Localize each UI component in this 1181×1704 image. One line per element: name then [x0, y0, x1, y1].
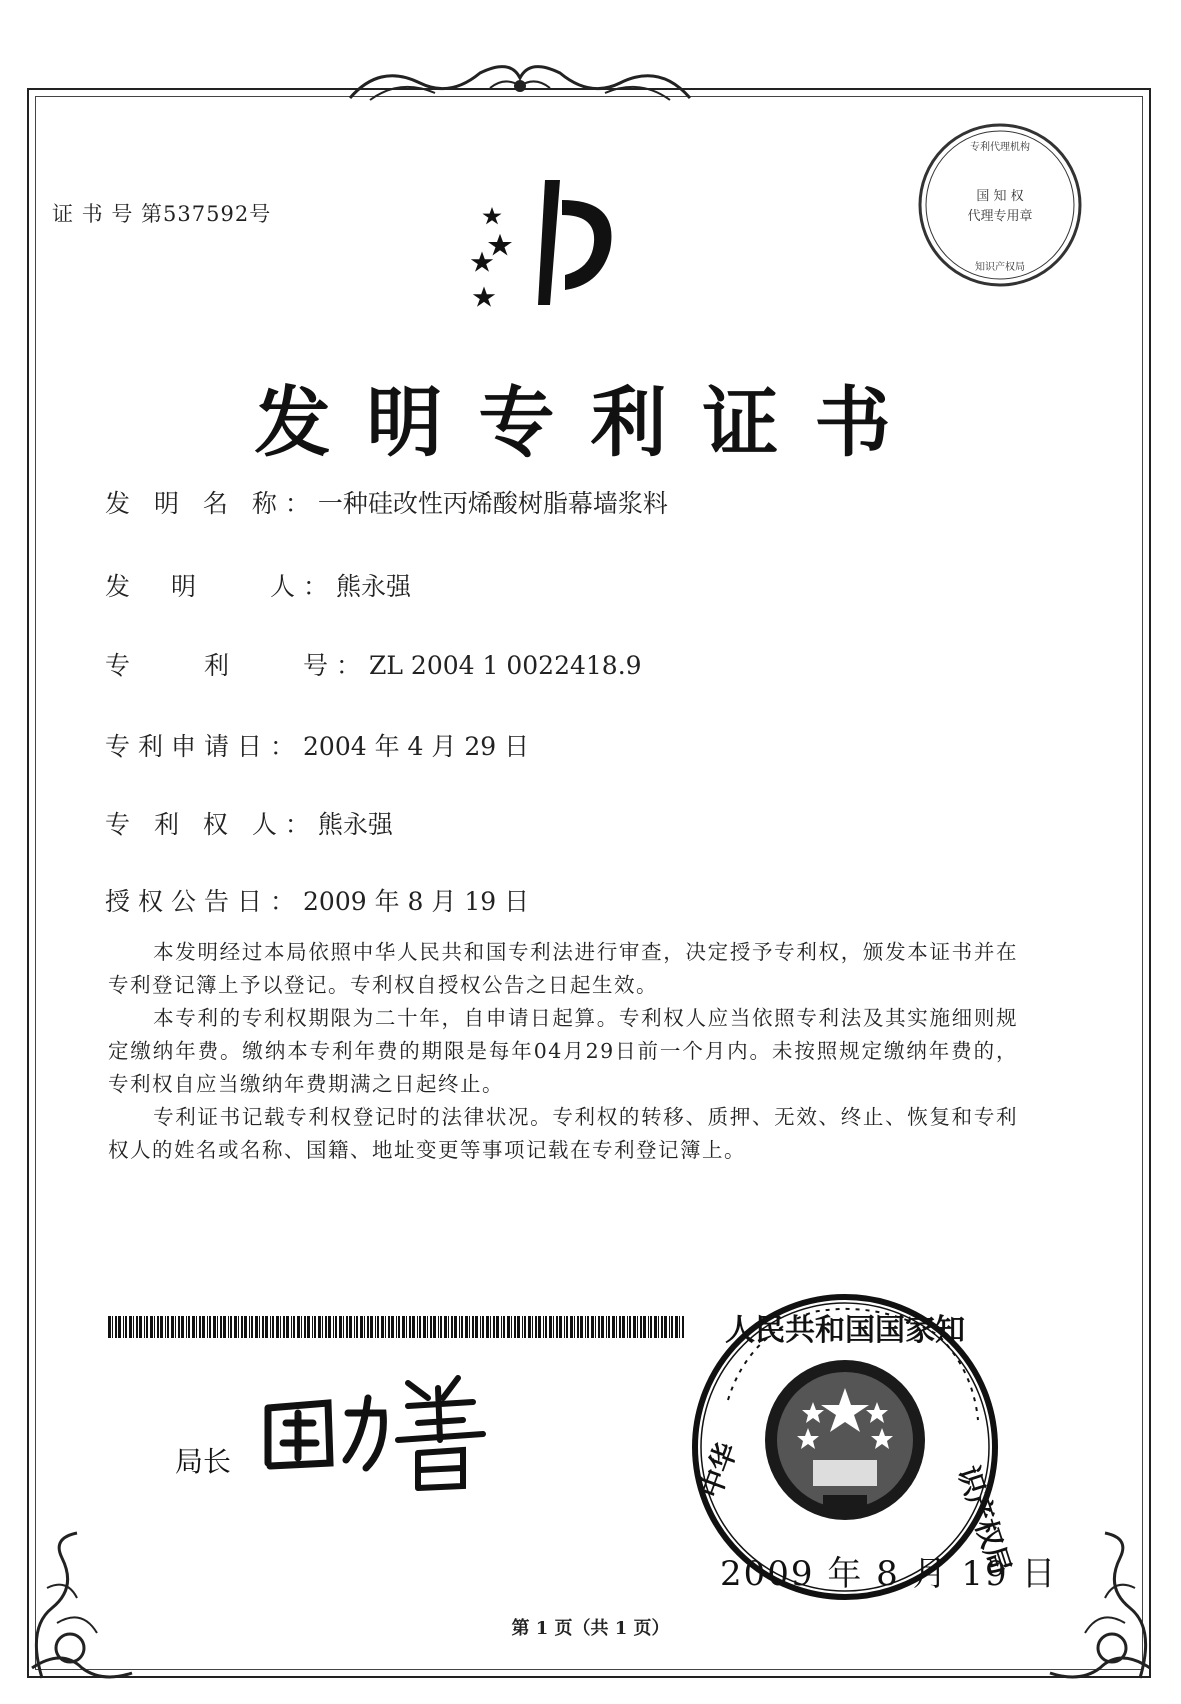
- barcode-bar: [402, 1316, 405, 1338]
- field-value: 熊永强: [336, 572, 412, 601]
- field-label: 专利申请日：: [105, 732, 304, 761]
- seal-date: 2009 年 8 月 19 日: [720, 1554, 1058, 1594]
- barcode-bar: [234, 1316, 237, 1338]
- barcode-bar: [192, 1316, 195, 1338]
- barcode-bar: [259, 1316, 260, 1338]
- top-ornament: [340, 58, 700, 108]
- barcode-bar: [115, 1316, 117, 1338]
- barcode-bar: [154, 1316, 155, 1338]
- barcode-bar: [333, 1316, 334, 1338]
- barcode-bar: [619, 1316, 621, 1338]
- barcode-bar: [328, 1316, 331, 1338]
- barcode-bar: [335, 1316, 337, 1338]
- field-value: 一种硅改性丙烯酸树脂幕墙浆料: [317, 489, 668, 518]
- paragraph: 本发明经过本局依照中华人民共和国专利法进行审查，决定授予专利权，颁发本证书并在专利登记簿上予以登记。专利权自授权公告之日起生效。: [108, 940, 1018, 997]
- barcode-bar: [160, 1316, 163, 1338]
- barcode-bar: [433, 1316, 436, 1338]
- barcode-bar: [125, 1316, 127, 1338]
- director-label: 局长: [175, 1445, 232, 1478]
- barcode-bar: [538, 1316, 541, 1338]
- barcode-bar: [262, 1316, 264, 1338]
- barcode-bar: [556, 1316, 558, 1338]
- barcode-bar: [472, 1316, 474, 1338]
- field-application-date: [105, 727, 529, 763]
- barcode-bar: [349, 1316, 352, 1338]
- svg-text:知识产权局: 知识产权局: [975, 262, 1025, 273]
- barcode-bar: [417, 1316, 418, 1338]
- barcode-bar: [230, 1316, 232, 1338]
- barcode-bar: [367, 1316, 369, 1338]
- field-value: 2004 年 4 月 29 日: [303, 732, 530, 761]
- barcode-bar: [511, 1316, 512, 1338]
- barcode-bar: [601, 1316, 604, 1338]
- barcode-bar: [451, 1316, 453, 1338]
- barcode-bar: [608, 1316, 610, 1338]
- barcode-bar: [448, 1316, 449, 1338]
- barcode-bar: [503, 1316, 505, 1338]
- barcode-bar: [356, 1316, 358, 1338]
- barcode-bar: [360, 1316, 363, 1338]
- field-label: 发 明 名 称：: [105, 489, 318, 518]
- barcode-bar: [322, 1316, 323, 1338]
- barcode-bar: [440, 1316, 442, 1338]
- barcode-bar: [283, 1316, 285, 1338]
- barcode-bar: [293, 1316, 295, 1338]
- barcode-bar: [507, 1316, 510, 1338]
- barcode-bar: [469, 1316, 470, 1338]
- certificate-number: 证 书 号 第537592号: [52, 202, 272, 226]
- bottom-right-ornament: [1040, 1528, 1160, 1688]
- barcode-bar: [181, 1316, 184, 1338]
- paragraph: 本专利的专利权期限为二十年，自申请日起算。专利权人应当依照专利法及其实施细则规定缴纳年费。缴纳本专利年费的期限是每年04月29日前一个月内。未按照规定缴纳年费的，专利权自应当缴纳年费期满之日起终止。: [108, 1006, 1018, 1096]
- barcode-bar: [532, 1316, 533, 1338]
- barcode-bar: [570, 1316, 573, 1338]
- page-footer: 第 1 页（共 1 页）: [511, 1618, 670, 1639]
- barcode-bar: [354, 1316, 355, 1338]
- field-value: 2009 年 8 月 19 日: [303, 887, 530, 916]
- barcode-bar: [643, 1316, 646, 1338]
- barcode-bar: [370, 1316, 373, 1338]
- field-grant-date: [105, 882, 529, 918]
- barcode-bar: [524, 1316, 526, 1338]
- barcode-bar: [514, 1316, 516, 1338]
- barcode-bar: [175, 1316, 176, 1338]
- barcode-bar: [241, 1316, 243, 1338]
- barcode-bar: [454, 1316, 457, 1338]
- field-label: 授权公告日：: [105, 887, 304, 916]
- barcode-bar: [167, 1316, 169, 1338]
- barcode-bar: [196, 1316, 197, 1338]
- barcode-bar: [496, 1316, 499, 1338]
- barcode-bar: [459, 1316, 460, 1338]
- barcode-bar: [223, 1316, 226, 1338]
- barcode-bar: [461, 1316, 463, 1338]
- barcode-bar: [280, 1316, 281, 1338]
- barcode-bar: [220, 1316, 222, 1338]
- barcode-bar: [304, 1316, 306, 1338]
- barcode-bar: [598, 1316, 600, 1338]
- barcode-bar: [564, 1316, 565, 1338]
- barcode-bar: [661, 1316, 663, 1338]
- field-patent-number: [105, 646, 642, 682]
- svg-text:中华: 中华: [693, 1438, 744, 1503]
- barcode-bar: [423, 1316, 426, 1338]
- barcode-bar: [202, 1316, 205, 1338]
- barcode-bar: [314, 1316, 316, 1338]
- barcode-bar: [178, 1316, 180, 1338]
- barcode-bar: [658, 1316, 659, 1338]
- field-inventor: [105, 567, 411, 603]
- barcode-bar: [129, 1316, 132, 1338]
- barcode-bar: [396, 1316, 397, 1338]
- barcode-bar: [144, 1316, 145, 1338]
- barcode-bar: [188, 1316, 190, 1338]
- barcode-bar: [398, 1316, 400, 1338]
- barcode-bar: [381, 1316, 384, 1338]
- barcode-bar: [346, 1316, 348, 1338]
- barcode-bar: [622, 1316, 625, 1338]
- director-signature: [258, 1368, 498, 1498]
- paragraph: 专利证书记载专利权登记时的法律状况。专利权的转移、质押、无效、终止、恢复和专利权人的姓名或名称、国籍、地址变更等事项记载在专利登记簿上。: [108, 1105, 1018, 1162]
- barcode-bar: [419, 1316, 421, 1338]
- barcode-bar: [301, 1316, 302, 1338]
- barcode: [108, 1316, 683, 1338]
- barcode-bar: [238, 1316, 239, 1338]
- barcode-bar: [339, 1316, 342, 1338]
- barcode-bar: [475, 1316, 478, 1338]
- body-text: [108, 936, 1018, 1167]
- barcode-bar: [522, 1316, 523, 1338]
- svg-text:人民共和国国家知: 人民共和国国家知: [725, 1313, 965, 1348]
- barcode-bar: [654, 1316, 657, 1338]
- barcode-bar: [228, 1316, 229, 1338]
- barcode-bar: [364, 1316, 365, 1338]
- barcode-bar: [486, 1316, 489, 1338]
- barcode-bar: [427, 1316, 428, 1338]
- barcode-bar: [669, 1316, 670, 1338]
- field-label: 发 明 人：: [105, 572, 337, 601]
- barcode-bar: [545, 1316, 547, 1338]
- barcode-bar: [640, 1316, 642, 1338]
- barcode-bar: [133, 1316, 134, 1338]
- barcode-bar: [671, 1316, 673, 1338]
- barcode-bar: [265, 1316, 268, 1338]
- barcode-bar: [559, 1316, 562, 1338]
- barcode-bar: [244, 1316, 247, 1338]
- barcode-bar: [438, 1316, 439, 1338]
- barcode-bar: [123, 1316, 124, 1338]
- barcode-bar: [118, 1316, 121, 1338]
- barcode-bar: [517, 1316, 520, 1338]
- barcode-bar: [272, 1316, 274, 1338]
- barcode-bar: [591, 1316, 594, 1338]
- barcode-bar: [612, 1316, 615, 1338]
- barcode-bar: [406, 1316, 407, 1338]
- barcode-bar: [566, 1316, 568, 1338]
- barcode-bar: [251, 1316, 253, 1338]
- field-label: 专 利 权 人：: [105, 810, 318, 839]
- barcode-bar: [209, 1316, 211, 1338]
- barcode-bar: [199, 1316, 201, 1338]
- barcode-bar: [388, 1316, 390, 1338]
- barcode-bar: [217, 1316, 218, 1338]
- barcode-bar: [664, 1316, 667, 1338]
- barcode-bar: [574, 1316, 575, 1338]
- barcode-bar: [291, 1316, 292, 1338]
- barcode-bar: [136, 1316, 138, 1338]
- barcode-bar: [549, 1316, 552, 1338]
- barcode-bar: [682, 1316, 684, 1338]
- barcode-bar: [146, 1316, 148, 1338]
- svg-text:国 知 权: 国 知 权: [976, 189, 1024, 204]
- barcode-bar: [249, 1316, 250, 1338]
- barcode-bar: [501, 1316, 502, 1338]
- barcode-bar: [377, 1316, 379, 1338]
- barcode-bar: [482, 1316, 484, 1338]
- barcode-bar: [276, 1316, 279, 1338]
- barcode-bar: [171, 1316, 174, 1338]
- barcode-bar: [270, 1316, 271, 1338]
- barcode-bar: [490, 1316, 491, 1338]
- barcode-bar: [325, 1316, 327, 1338]
- barcode-bar: [679, 1316, 680, 1338]
- agency-seal: [915, 120, 1085, 290]
- barcode-bar: [108, 1316, 111, 1338]
- field-value: ZL 2004 1 0022418.9: [369, 651, 642, 680]
- barcode-bar: [385, 1316, 386, 1338]
- barcode-bar: [577, 1316, 579, 1338]
- barcode-bar: [343, 1316, 344, 1338]
- barcode-bar: [307, 1316, 310, 1338]
- barcode-bar: [637, 1316, 638, 1338]
- barcode-bar: [207, 1316, 208, 1338]
- barcode-bar: [412, 1316, 415, 1338]
- barcode-bar: [186, 1316, 187, 1338]
- barcode-bar: [606, 1316, 607, 1338]
- barcode-bar: [675, 1316, 678, 1338]
- barcode-bar: [528, 1316, 531, 1338]
- barcode-bar: [444, 1316, 447, 1338]
- barcode-bar: [587, 1316, 589, 1338]
- field-value: 熊永强: [317, 810, 393, 839]
- patent-office-emblem: [470, 180, 680, 340]
- page-title: 发明专利证书: [254, 378, 927, 467]
- barcode-bar: [633, 1316, 636, 1338]
- field-label: 专 利 号：: [105, 651, 370, 680]
- barcode-bar: [286, 1316, 289, 1338]
- svg-text:代理专用章: 代理专用章: [967, 209, 1033, 224]
- barcode-bar: [150, 1316, 153, 1338]
- barcode-bar: [318, 1316, 321, 1338]
- barcode-bar: [595, 1316, 596, 1338]
- barcode-bar: [112, 1316, 113, 1338]
- barcode-bar: [650, 1316, 652, 1338]
- field-invention-name: [105, 484, 668, 520]
- field-patentee: [105, 805, 393, 841]
- svg-text:专利代理机构: 专利代理机构: [970, 142, 1030, 153]
- barcode-bar: [391, 1316, 394, 1338]
- barcode-bar: [553, 1316, 554, 1338]
- barcode-bar: [493, 1316, 495, 1338]
- bottom-left-ornament: [22, 1528, 142, 1688]
- barcode-bar: [255, 1316, 258, 1338]
- barcode-bar: [139, 1316, 142, 1338]
- barcode-bar: [297, 1316, 300, 1338]
- barcode-bar: [580, 1316, 583, 1338]
- barcode-bar: [480, 1316, 481, 1338]
- barcode-bar: [430, 1316, 432, 1338]
- barcode-bar: [535, 1316, 537, 1338]
- barcode-bar: [312, 1316, 313, 1338]
- barcode-bar: [648, 1316, 649, 1338]
- barcode-bar: [375, 1316, 376, 1338]
- barcode-bar: [213, 1316, 216, 1338]
- barcode-bar: [627, 1316, 628, 1338]
- barcode-bar: [165, 1316, 166, 1338]
- barcode-bar: [543, 1316, 544, 1338]
- barcode-bar: [409, 1316, 411, 1338]
- svg-text:识产权局: 识产权局: [951, 1461, 1018, 1579]
- barcode-bar: [585, 1316, 586, 1338]
- barcode-bar: [465, 1316, 468, 1338]
- barcode-bar: [157, 1316, 159, 1338]
- barcode-bar: [616, 1316, 617, 1338]
- barcode-bar: [629, 1316, 631, 1338]
